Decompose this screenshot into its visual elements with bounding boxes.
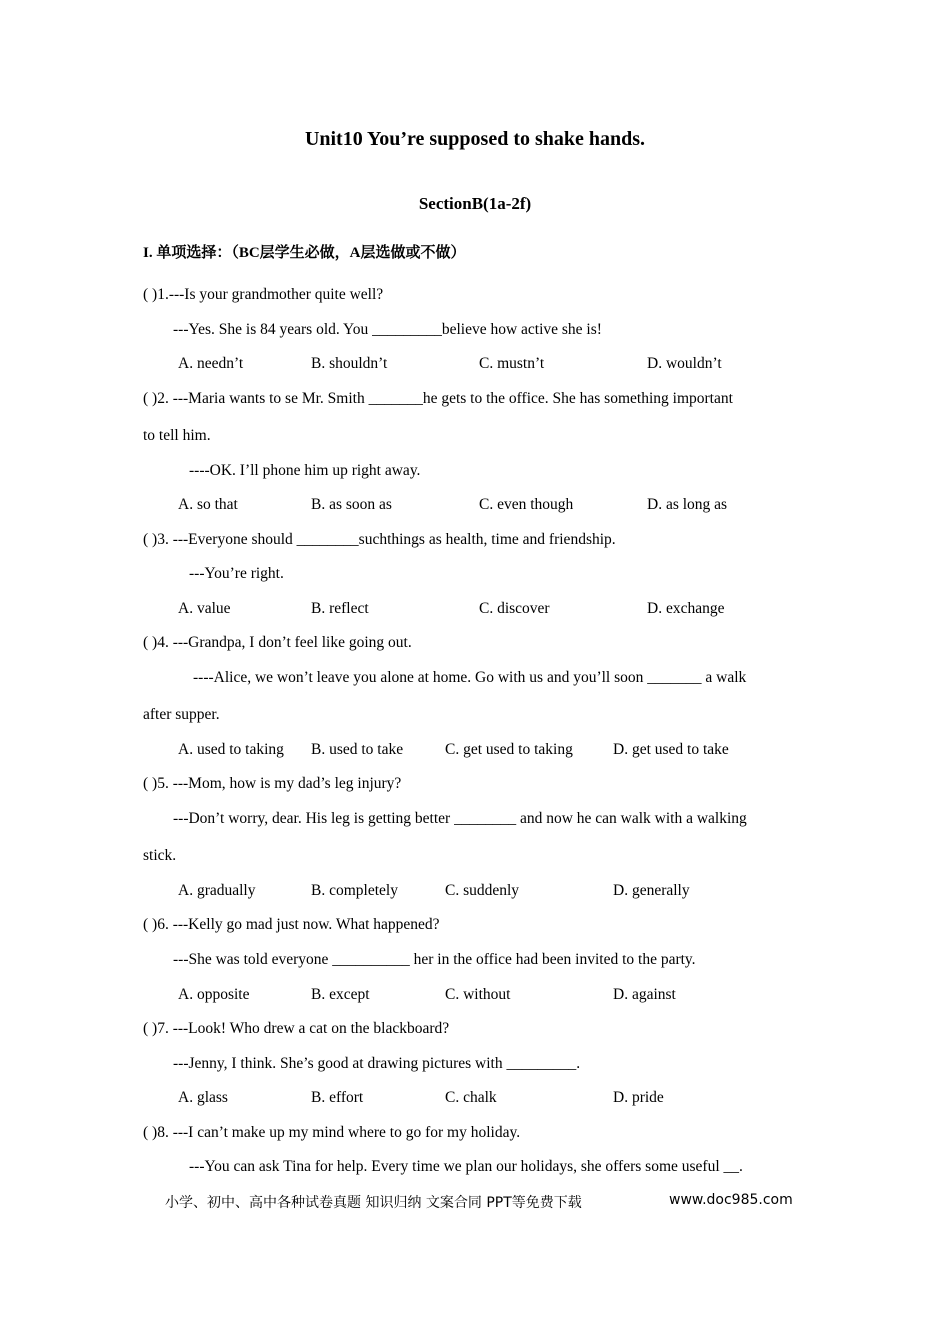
question-1-option-a: A. needn’t [178,355,244,372]
question-2-option-b: B. as soon as [311,496,392,513]
question-8-stem: ( )8. ---I can’t make up my mind where to go for my holiday. [143,1124,521,1141]
question-4-stem: ( )4. ---Grandpa, I don’t feel like going out. [143,634,412,651]
question-3-line2: ---You’re right. [189,565,284,582]
question-4-option-b: B. used to take [311,741,404,758]
question-2-stem: ( )2. ---Maria wants to se Mr. Smith _______he gets to the office. She has something important [143,390,733,407]
question-5-stem: ( )5. ---Mom, how is my dad’s leg injury? [143,775,402,792]
question-1-option-d: D. wouldn’t [647,355,722,372]
question-7-option-d: D. pride [613,1089,664,1106]
question-3-option-a: A. value [178,600,231,617]
question-5-line2-cont: stick. [143,847,177,864]
question-1-option-b: B. shouldn’t [311,355,388,372]
section-heading: I. 单项选择：（BC层学生必做，A层选做或不做） [143,245,466,261]
question-7-option-b: B. effort [311,1089,364,1106]
page-subtitle: SectionB(1a-2f) [418,194,532,213]
footer-website-link[interactable]: www.doc985.com [669,1192,793,1208]
question-5-option-d: D. generally [613,882,690,899]
question-7-option-a: A. glass [178,1089,228,1106]
question-3-option-c: C. discover [479,600,550,617]
question-6-option-b: B. except [311,986,370,1003]
question-3-option-b: B. reflect [311,600,369,617]
question-7-stem: ( )7. ---Look! Who drew a cat on the blackboard? [143,1020,450,1037]
question-3-option-d: D. exchange [647,600,725,617]
footer-promo-text: 小学、初中、高中各种试卷真题 知识归纳 文案合同 PPT等免费下载 [165,1195,582,1211]
question-1-option-c: C. mustn’t [479,355,545,372]
question-8-line2: ---You can ask Tina for help. Every time we plan our holidays, she offers some useful __. [189,1158,743,1175]
question-7-option-c: C. chalk [445,1089,497,1106]
question-4-option-a: A. used to taking [178,741,284,758]
question-2-line2: ----OK. I’ll phone him up right away. [189,462,421,479]
question-3-stem: ( )3. ---Everyone should ________suchthings as health, time and friendship. [143,531,616,548]
question-6-option-d: D. against [613,986,676,1003]
question-4-line2-cont: after supper. [143,706,220,723]
question-1-stem: ( )1.---Is your grandmother quite well? [143,286,384,303]
question-2-option-c: C. even though [479,496,574,513]
question-6-option-c: C. without [445,986,511,1003]
question-2-stem-cont: to tell him. [143,427,211,444]
question-5-option-a: A. gradually [178,882,256,899]
question-1-line2: ---Yes. She is 84 years old. You _________believe how active she is! [173,321,602,338]
question-6-line2: ---She was told everyone __________ her in the office had been invited to the party. [173,951,696,968]
question-5-line2: ---Don’t worry, dear. His leg is getting better ________ and now he can walk with a walking [173,810,747,827]
question-4-option-d: D. get used to take [613,741,729,758]
question-5-option-b: B. completely [311,882,398,899]
question-7-line2: ---Jenny, I think. She’s good at drawing pictures with _________. [173,1055,581,1072]
question-2-option-a: A. so that [178,496,238,513]
question-2-option-d: D. as long as [647,496,728,513]
question-4-line2: ----Alice, we won’t leave you alone at home. Go with us and you’ll soon _______ a walk [193,669,747,686]
question-6-option-a: A. opposite [178,986,250,1003]
question-5-option-c: C. suddenly [445,882,520,899]
page-title: Unit10 You’re supposed to shake hands. [304,128,646,150]
question-6-stem: ( )6. ---Kelly go mad just now. What happened? [143,916,440,933]
question-4-option-c: C. get used to taking [445,741,573,758]
